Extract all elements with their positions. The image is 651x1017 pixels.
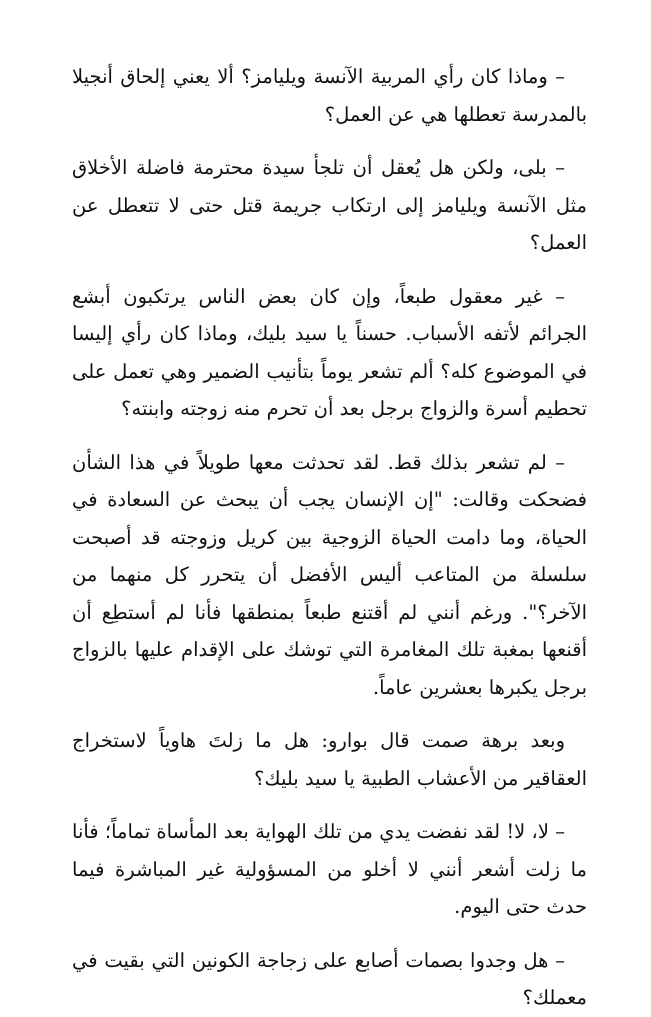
paragraph-5: وبعد برهة صمت قال بوارو: هل ما زلتَ هاوياً لاستخراج العقاقير من الأعشاب الطبية يا سيد بليك؟ (72, 729, 587, 790)
paragraph-7: – هل وجدوا بصمات أصابع على زجاجة الكونين التي بقيت في معملك؟ (72, 948, 587, 1009)
paragraph-3: – غير معقول طبعاً، وإن كان بعض الناس يرتكبون أبشع الجرائم لأتفه الأسباب. حسناً يا سيد بليك، وماذا كان رأي إليسا في الموضوع كله؟ ألم تشعر يوماً بتأنيب الضمير وهي تعمل على تحطيم أسرة والزواج برجل بعد أن تحرم منه زوجته وابنته؟ (72, 284, 587, 420)
paragraph-1: – وماذا كان رأي المربية الآنسة ويليامز؟ ألا يعني إلحاق أنجيلا بالمدرسة تعطلها هي عن العمل؟ (72, 65, 587, 126)
paragraph-4: – لم تشعر بذلك قط. لقد تحدثت معها طويلاً في هذا الشأن فضحكت وقالت: "إن الإنسان يجب أن يبحث عن السعادة في الحياة، وما دامت الحياة الزوجية بين كريل وزوجته قد أصبحت سلسلة من المتاعب أليس الأفضل أن يتحرر كل منهما من الآخر؟". ورغم أنني لم أقتنع طبعاً بمنطقها فأنا لم أستطِع أن أقنعها بمغبة تلك المغامرة التي توشك على الإقدام عليها بالزواج برجل يكبرها بعشرين عاماً. (72, 450, 587, 699)
paragraph-2: – بلى، ولكن هل يُعقل أن تلجأ سيدة محترمة فاضلة الأخلاق مثل الآنسة ويليامز إلى ارتكاب جريمة قتل حتى لا تتعطل عن العمل؟ (72, 156, 587, 254)
paragraph-6: – لا، لا! لقد نفضت يدي من تلك الهواية بعد المأساة تماماً؛ فأنا ما زلت أشعر أنني لا أخلو من المسؤولية غير المباشرة فيما حدث حتى اليوم. (72, 820, 587, 918)
